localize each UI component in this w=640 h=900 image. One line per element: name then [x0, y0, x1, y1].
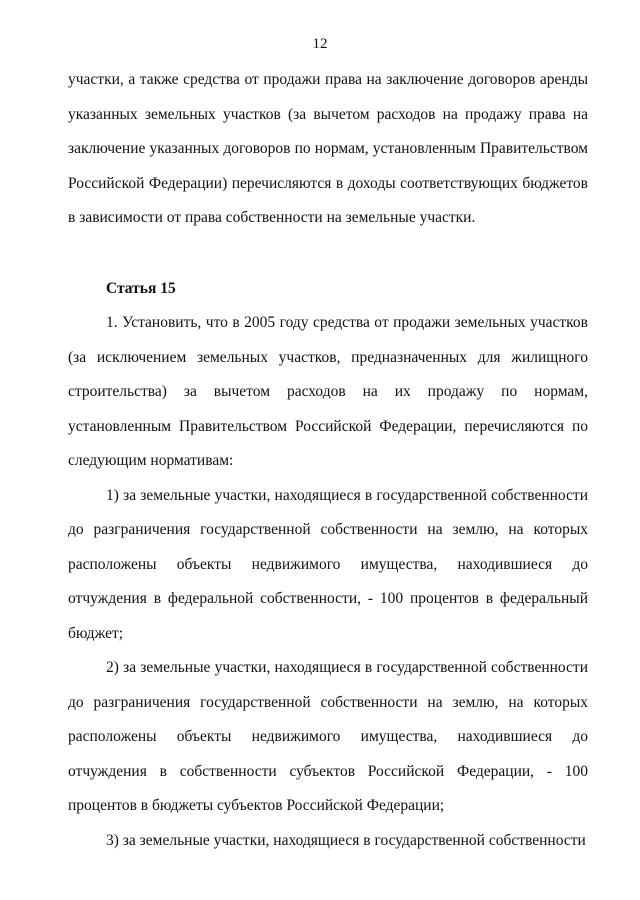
- page-number: 12: [312, 36, 328, 52]
- continuation-paragraph: участки, а также средства от продажи права на заключение договоров аренды указанных земельных участков (за вычетом расходов на продажу права на заключение указанных договоров по нормам, установленным Правительством Российской Федерации) перечисляются в доходы соответствующих бюджетов в зависимости от права собственности на земельные участки.: [68, 71, 588, 226]
- list-item-1: 1) за земельные участки, находящиеся в государственной собственности до разграничения государственной собственности на землю, на которых расположены объекты недвижимого имущества, находившиеся до отчуждения в федеральной собственности, - 100 процентов в федеральный бюджет;: [68, 486, 588, 642]
- article-heading: Статья 15: [106, 279, 176, 297]
- paragraph-1: 1. Установить, что в 2005 году средства от продажи земельных участков (за исключением земельных участков, предназначенных для жилищного строительства) за вычетом расходов на их продажу по нормам, установленным Правительством Российской Федерации, перечисляются по следующим нормативам:: [68, 314, 588, 469]
- list-item-3: 3) за земельные участки, находящиеся в государственной собственности: [106, 831, 586, 849]
- document-body: [68, 63, 588, 858]
- list-item-2: 2) за земельные участки, находящиеся в государственной собственности до разграничения государственной собственности на землю, на которых расположены объекты недвижимого имущества, находившиеся до отчуждения в собственности субъектов Российской Федерации, - 100 процентов в бюджеты субъектов Российской Федерации;: [68, 659, 588, 814]
